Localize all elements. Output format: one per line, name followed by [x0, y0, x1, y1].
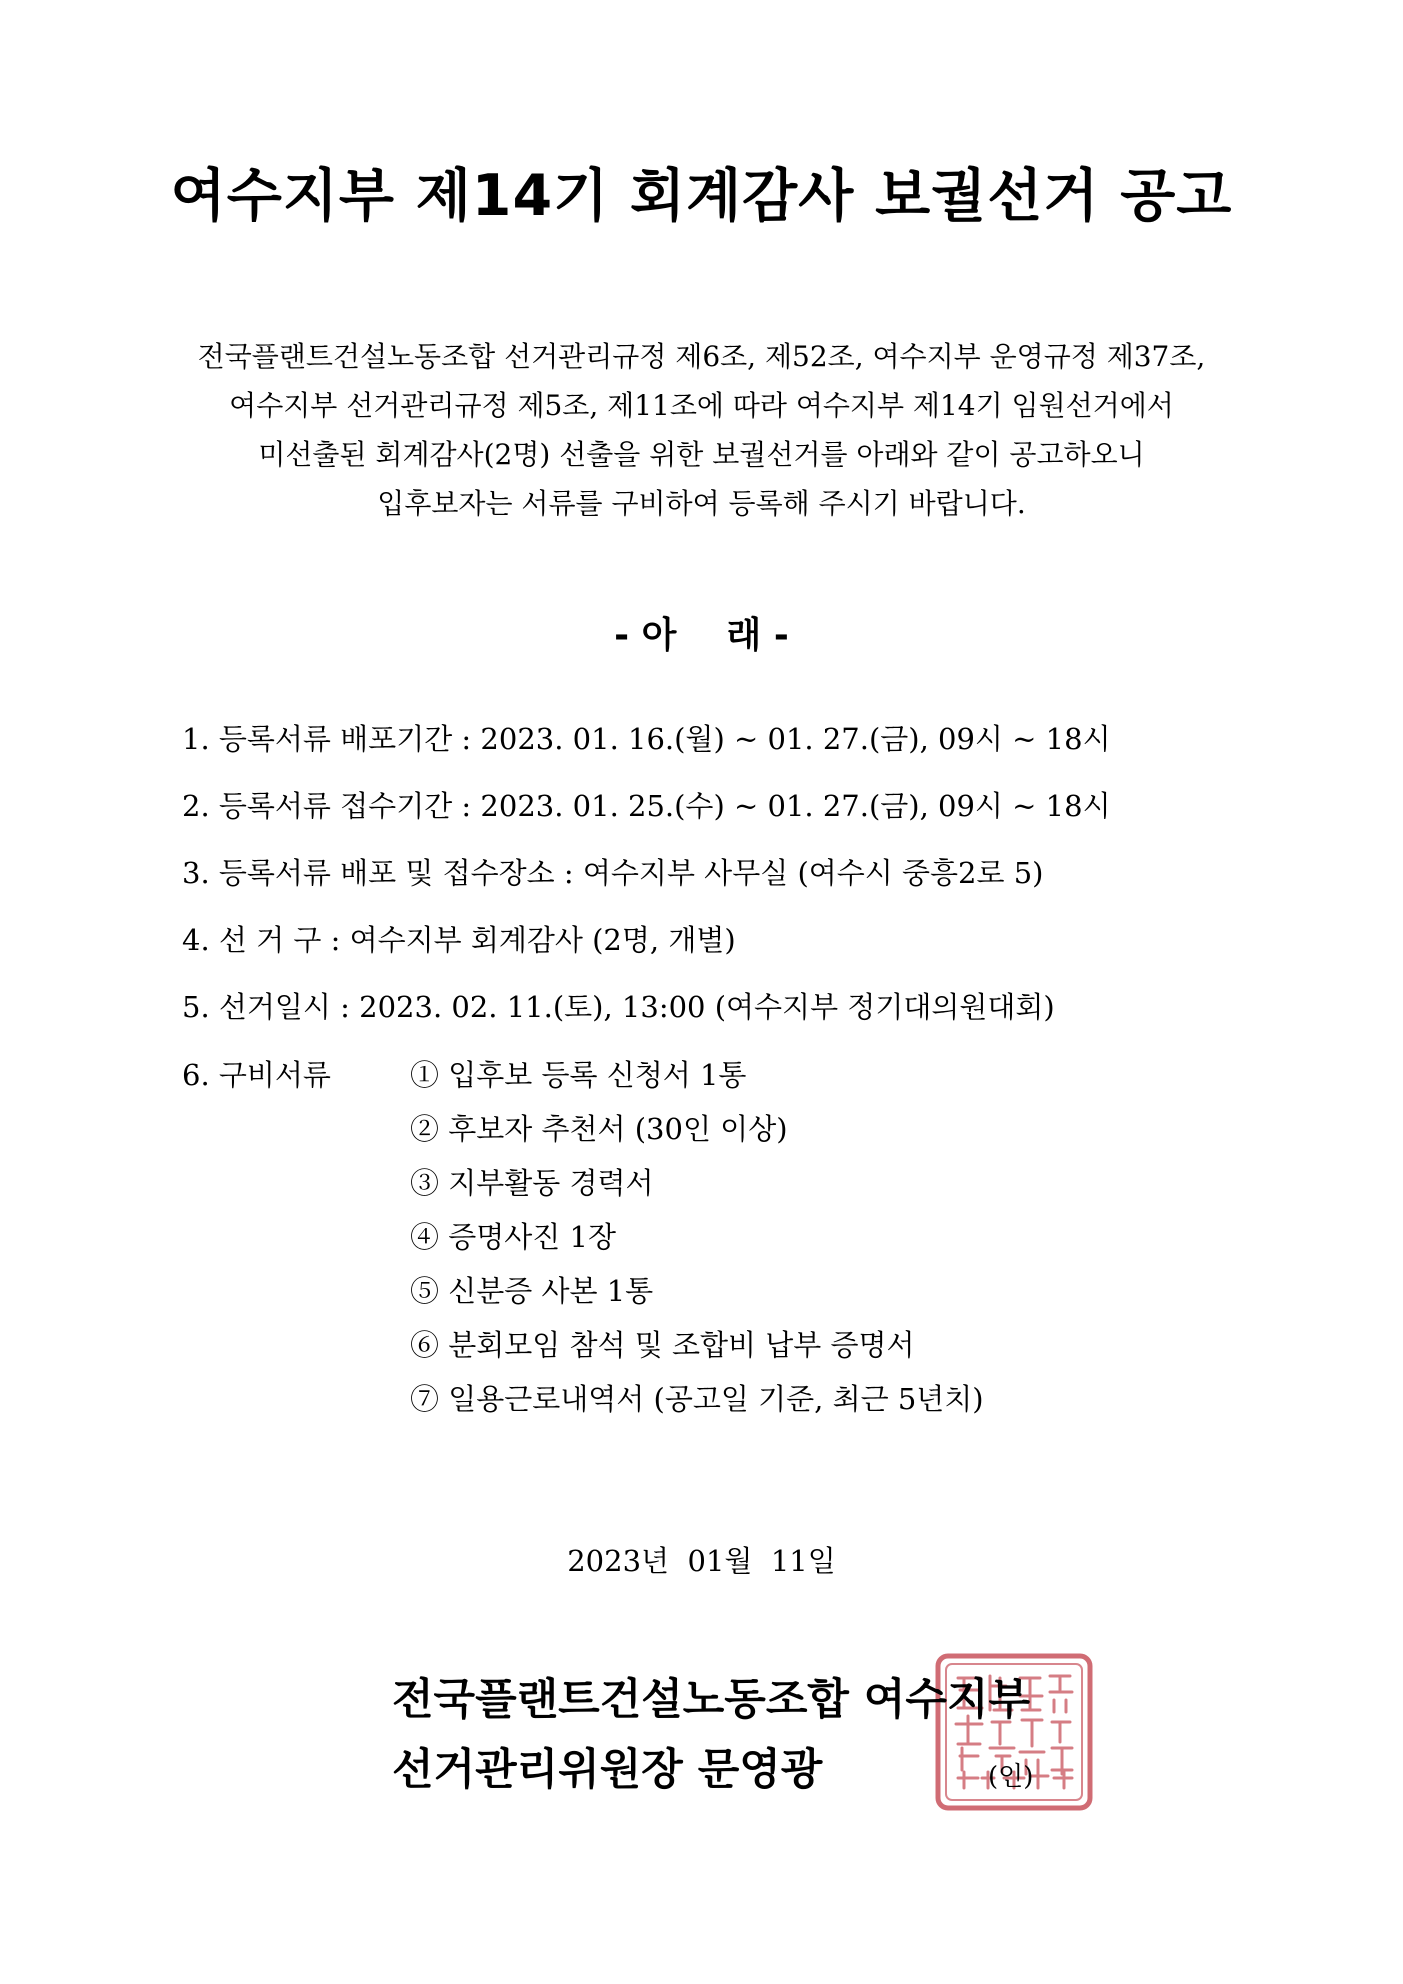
issue-date: 2023년 01월 11일 — [567, 1544, 836, 1578]
required-doc-item: ⑤ 신분증 사본 1통 — [410, 1274, 654, 1308]
required-docs-label: 6. 구비서류 — [182, 1058, 331, 1092]
required-doc-item: ③ 지부활동 경력서 — [410, 1166, 654, 1200]
required-docs-list — [410, 1048, 984, 1426]
required-doc-item: ② 후보자 추천서 (30인 이상) — [410, 1112, 788, 1146]
intro-line: 입후보자는 서류를 구비하여 등록해 주시기 바랍니다. — [377, 487, 1026, 520]
intro-line: 미선출된 회계감사(2명) 선출을 위한 보궐선거를 아래와 같이 공고하오니 — [258, 438, 1145, 471]
notice-item-receipt-period: 2. 등록서류 접수기간 : 2023. 01. 25.(수) ~ 01. 27.(금), 09시 ~ 18시 — [182, 789, 1111, 823]
signature-signatory: 선거관리위원장 문영광 — [392, 1745, 823, 1795]
notice-item-constituency: 4. 선 거 구 : 여수지부 회계감사 (2명, 개별) — [182, 923, 736, 957]
required-doc-item: ① 입후보 등록 신청서 1통 — [410, 1058, 747, 1092]
seal-mark: (인) — [988, 1762, 1034, 1792]
notice-item-election-date: 5. 선거일시 : 2023. 02. 11.(토), 13:00 (여수지부 정기대의원대회) — [182, 990, 1055, 1024]
intro-line: 전국플랜트건설노동조합 선거관리규정 제6조, 제52조, 여수지부 운영규정 제37조, — [197, 340, 1206, 373]
signature-organization: 전국플랜트건설노동조합 여수지부 — [392, 1675, 1031, 1725]
signature-block — [392, 1665, 1030, 1805]
required-doc-item: ⑥ 분회모임 참석 및 조합비 납부 증명서 — [410, 1328, 915, 1362]
required-doc-item: ④ 증명사진 1장 — [410, 1220, 616, 1254]
notice-heading: - 아 래 - — [614, 615, 789, 656]
notice-item-distribution-period: 1. 등록서류 배포기간 : 2023. 01. 16.(월) ~ 01. 27.(금), 09시 ~ 18시 — [182, 722, 1111, 756]
required-doc-item: ⑦ 일용근로내역서 (공고일 기준, 최근 5년치) — [410, 1382, 984, 1416]
intro-paragraph — [0, 332, 1403, 528]
notice-item-location: 3. 등록서류 배포 및 접수장소 : 여수지부 사무실 (여수시 중흥2로 5) — [182, 856, 1044, 890]
intro-line: 여수지부 선거관리규정 제5조, 제11조에 따라 여수지부 제14기 임원선거에서 — [229, 389, 1174, 422]
page-title: 여수지부 제14기 회계감사 보궐선거 공고 — [170, 163, 1233, 229]
notice-items — [182, 714, 1111, 1049]
